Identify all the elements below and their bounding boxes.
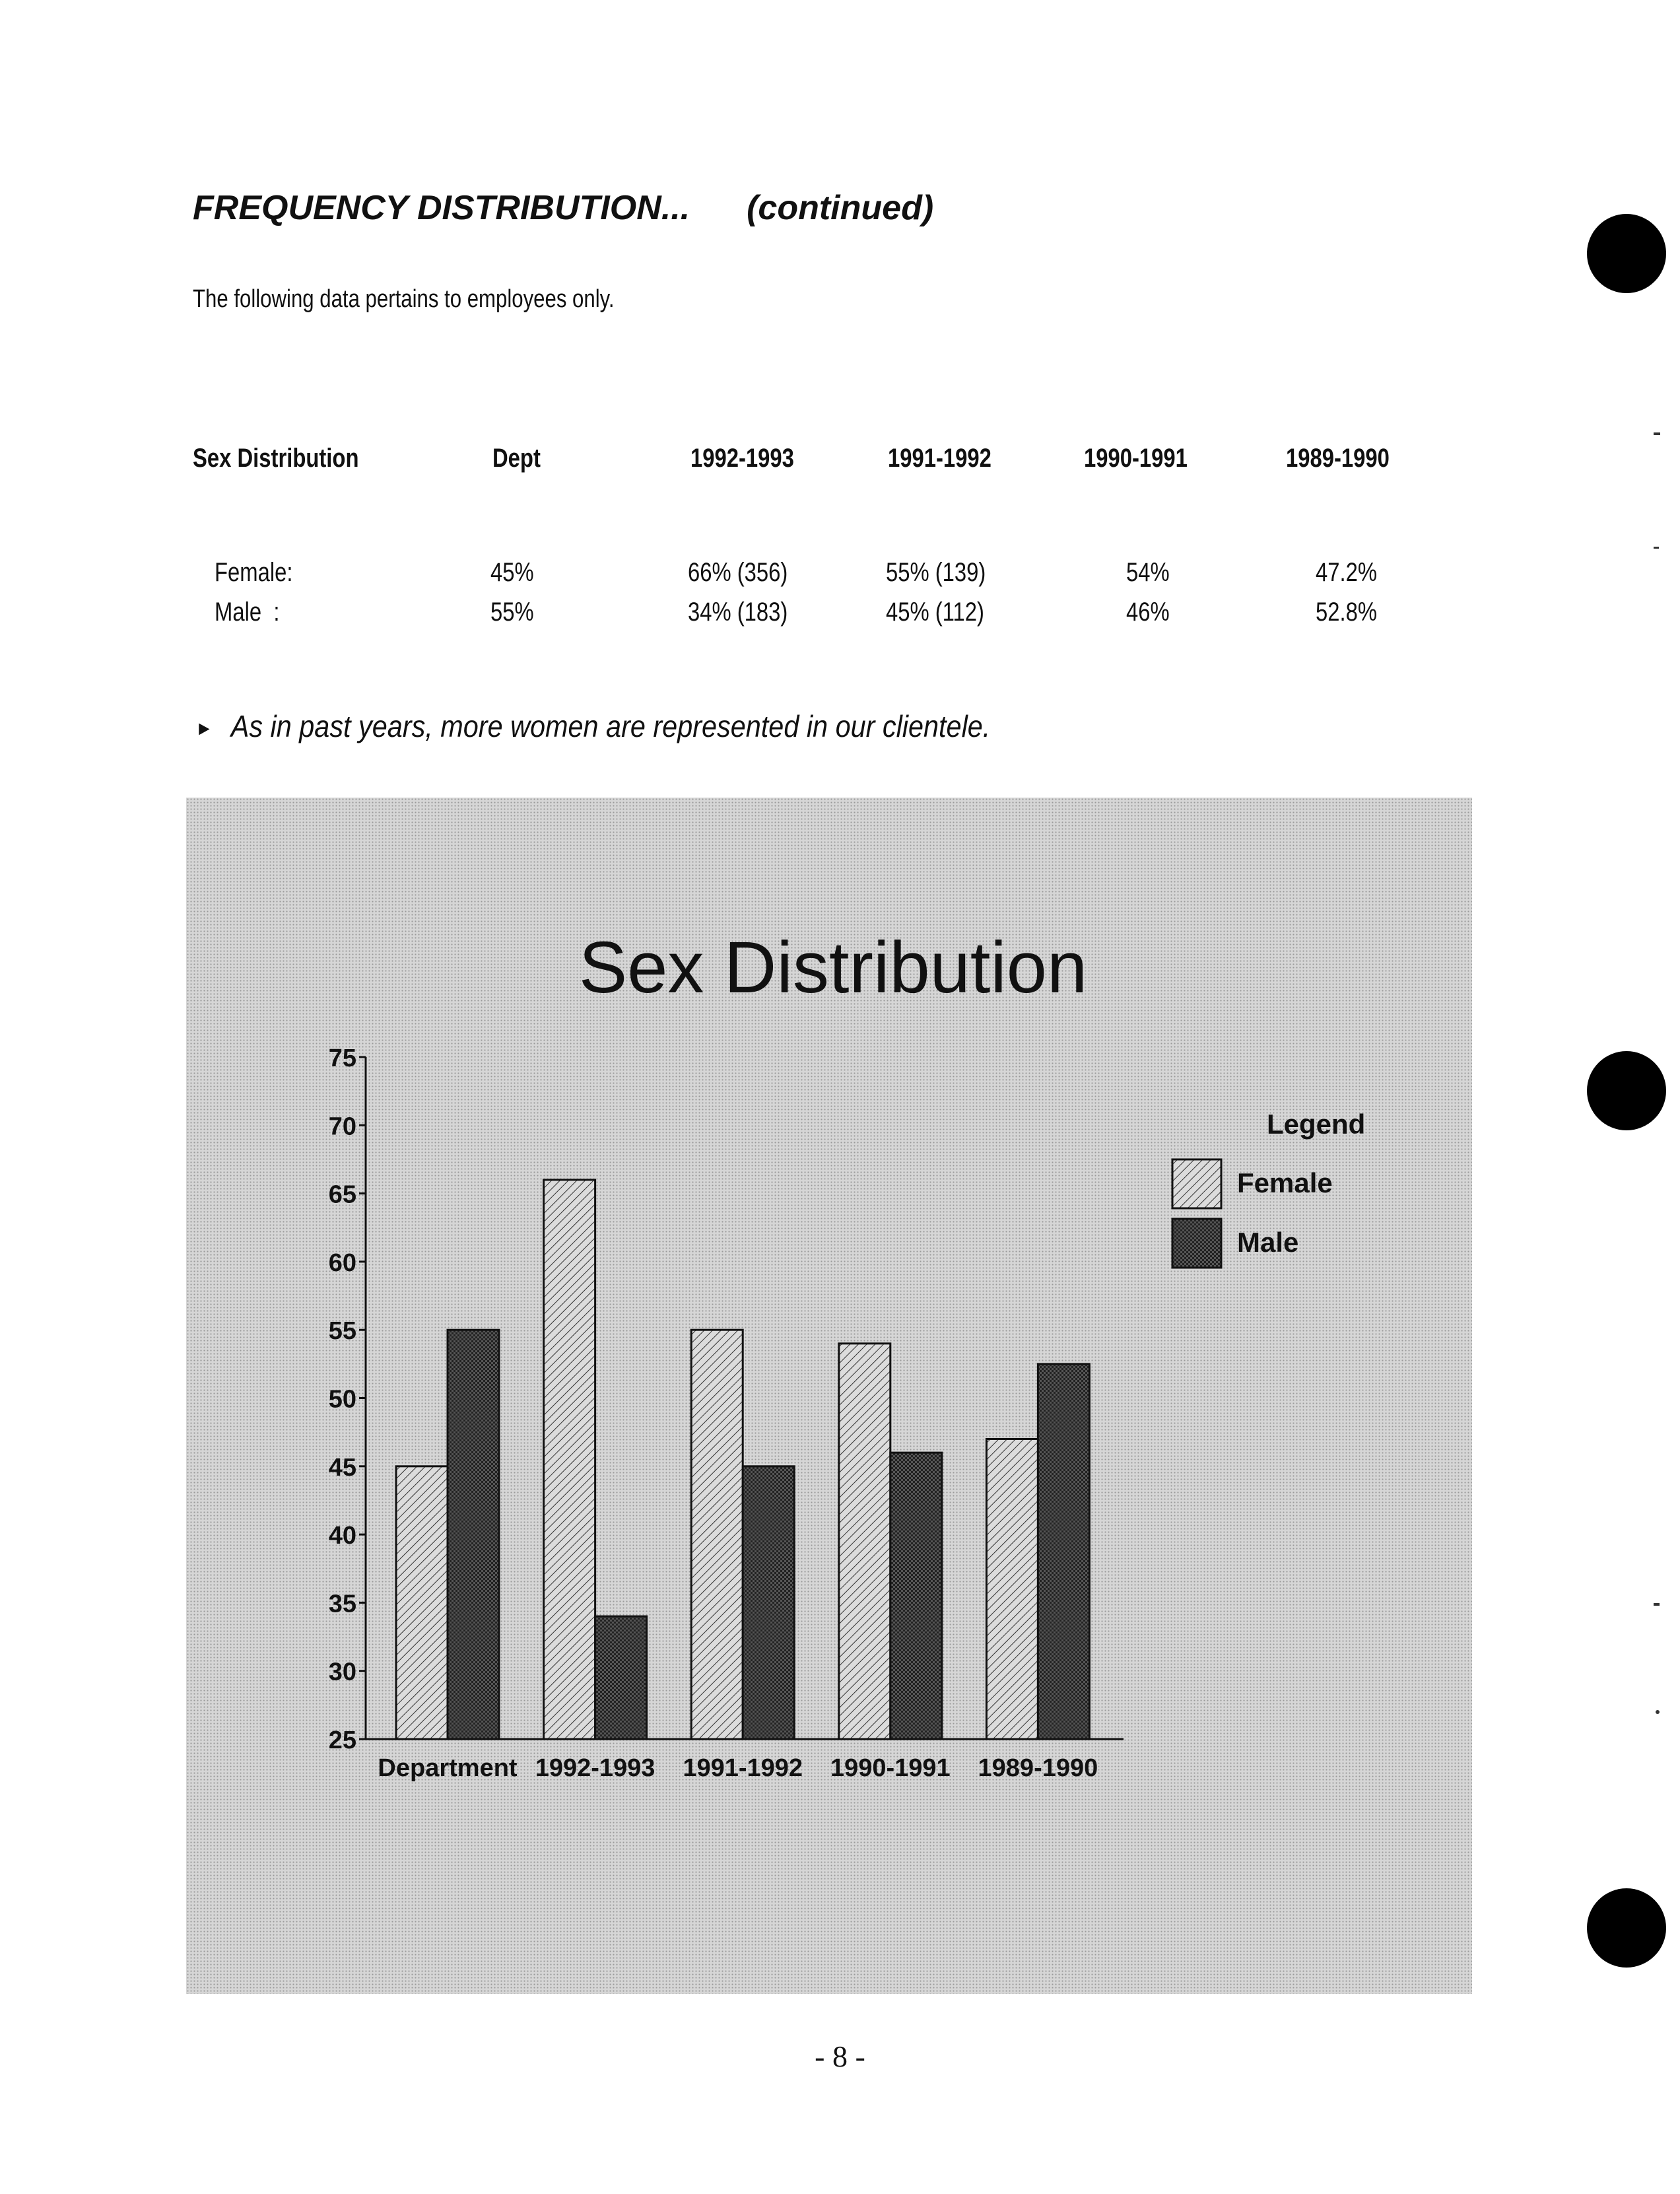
y-tick-label: 35 [328, 1590, 356, 1618]
y-tick-label: 60 [328, 1249, 356, 1277]
bar-female [544, 1180, 595, 1739]
intro-text: The following data pertains to employees only. [193, 285, 615, 313]
section-heading [193, 188, 933, 228]
table-cell: 55% (139) [886, 558, 986, 587]
table-cell: 46% [1126, 598, 1170, 627]
x-tick-label: 1991-1992 [683, 1754, 803, 1782]
table-cell: 52.8% [1316, 598, 1378, 627]
bar-female [839, 1344, 890, 1739]
table-cell: 47.2% [1316, 558, 1378, 587]
note-label: As in past years, more women are represented in our clientele. [230, 709, 991, 743]
bar-female [691, 1330, 743, 1739]
scan-speck [1654, 432, 1660, 435]
y-tick-label: 25 [328, 1727, 356, 1754]
y-tick-label: 40 [328, 1522, 356, 1550]
table-header: Dept [492, 444, 541, 473]
table-cell: 45% (112) [886, 598, 984, 627]
legend-title: Legend [1267, 1109, 1366, 1140]
table-cell: 45% [490, 558, 534, 587]
chart-legend [1172, 1109, 1365, 1268]
x-tick-label: Department [378, 1754, 518, 1782]
row-label: Male : [215, 598, 280, 627]
x-tick-label: 1989-1990 [978, 1754, 1098, 1782]
bar-male [595, 1616, 647, 1739]
legend-swatch-male [1172, 1219, 1221, 1268]
scan-speck [1656, 1710, 1660, 1714]
bar-male [890, 1453, 942, 1739]
y-tick-label: 65 [328, 1181, 356, 1209]
table-header: 1989-1990 [1286, 444, 1390, 473]
y-tick-label: 50 [328, 1385, 356, 1414]
legend-swatch-female [1172, 1159, 1221, 1208]
row-label: Female: [215, 558, 293, 587]
table-cell: 66% (356) [688, 558, 788, 587]
bar-female [396, 1466, 448, 1739]
y-tick-label: 70 [328, 1113, 356, 1141]
punch-hole-middle [1587, 1051, 1666, 1130]
chart-panel [186, 798, 1472, 1994]
table-cell: 34% (183) [688, 598, 788, 627]
legend-label-female: Female [1237, 1167, 1333, 1198]
section-title: FREQUENCY DISTRIBUTION... [193, 189, 690, 227]
bar-male [743, 1466, 794, 1739]
bar-female [986, 1439, 1038, 1739]
table-header: 1990-1991 [1084, 444, 1188, 473]
bar-male [1038, 1364, 1089, 1739]
y-tick-label: 45 [328, 1453, 356, 1482]
arrow-bullet-icon: ► [195, 717, 213, 739]
sex-distribution-chart [186, 798, 1472, 1994]
table-cell: 54% [1126, 558, 1170, 587]
note-text [195, 708, 990, 744]
chart-x-labels [378, 1754, 1098, 1782]
chart-bars [396, 1180, 1089, 1739]
page-number: - 8 - [815, 2040, 865, 2073]
section-continued: (continued) [747, 189, 934, 227]
table-header: 1992-1993 [690, 444, 794, 473]
table-header: Sex Distribution [193, 444, 359, 473]
y-tick-label: 75 [328, 1045, 356, 1072]
chart-title: Sex Distribution [578, 927, 1088, 1008]
bar-male [448, 1330, 499, 1739]
legend-label-male: Male [1237, 1227, 1299, 1258]
y-tick-label: 30 [328, 1658, 356, 1686]
x-tick-label: 1990-1991 [830, 1754, 951, 1782]
scan-speck [1654, 1603, 1660, 1606]
y-tick-label: 55 [328, 1317, 356, 1346]
table-cell: 55% [490, 598, 534, 627]
x-tick-label: 1992-1993 [535, 1754, 655, 1782]
scan-speck [1654, 547, 1659, 549]
table-header: 1991-1992 [888, 444, 991, 473]
punch-hole-bottom [1587, 1888, 1666, 1968]
punch-hole-top [1587, 214, 1666, 293]
